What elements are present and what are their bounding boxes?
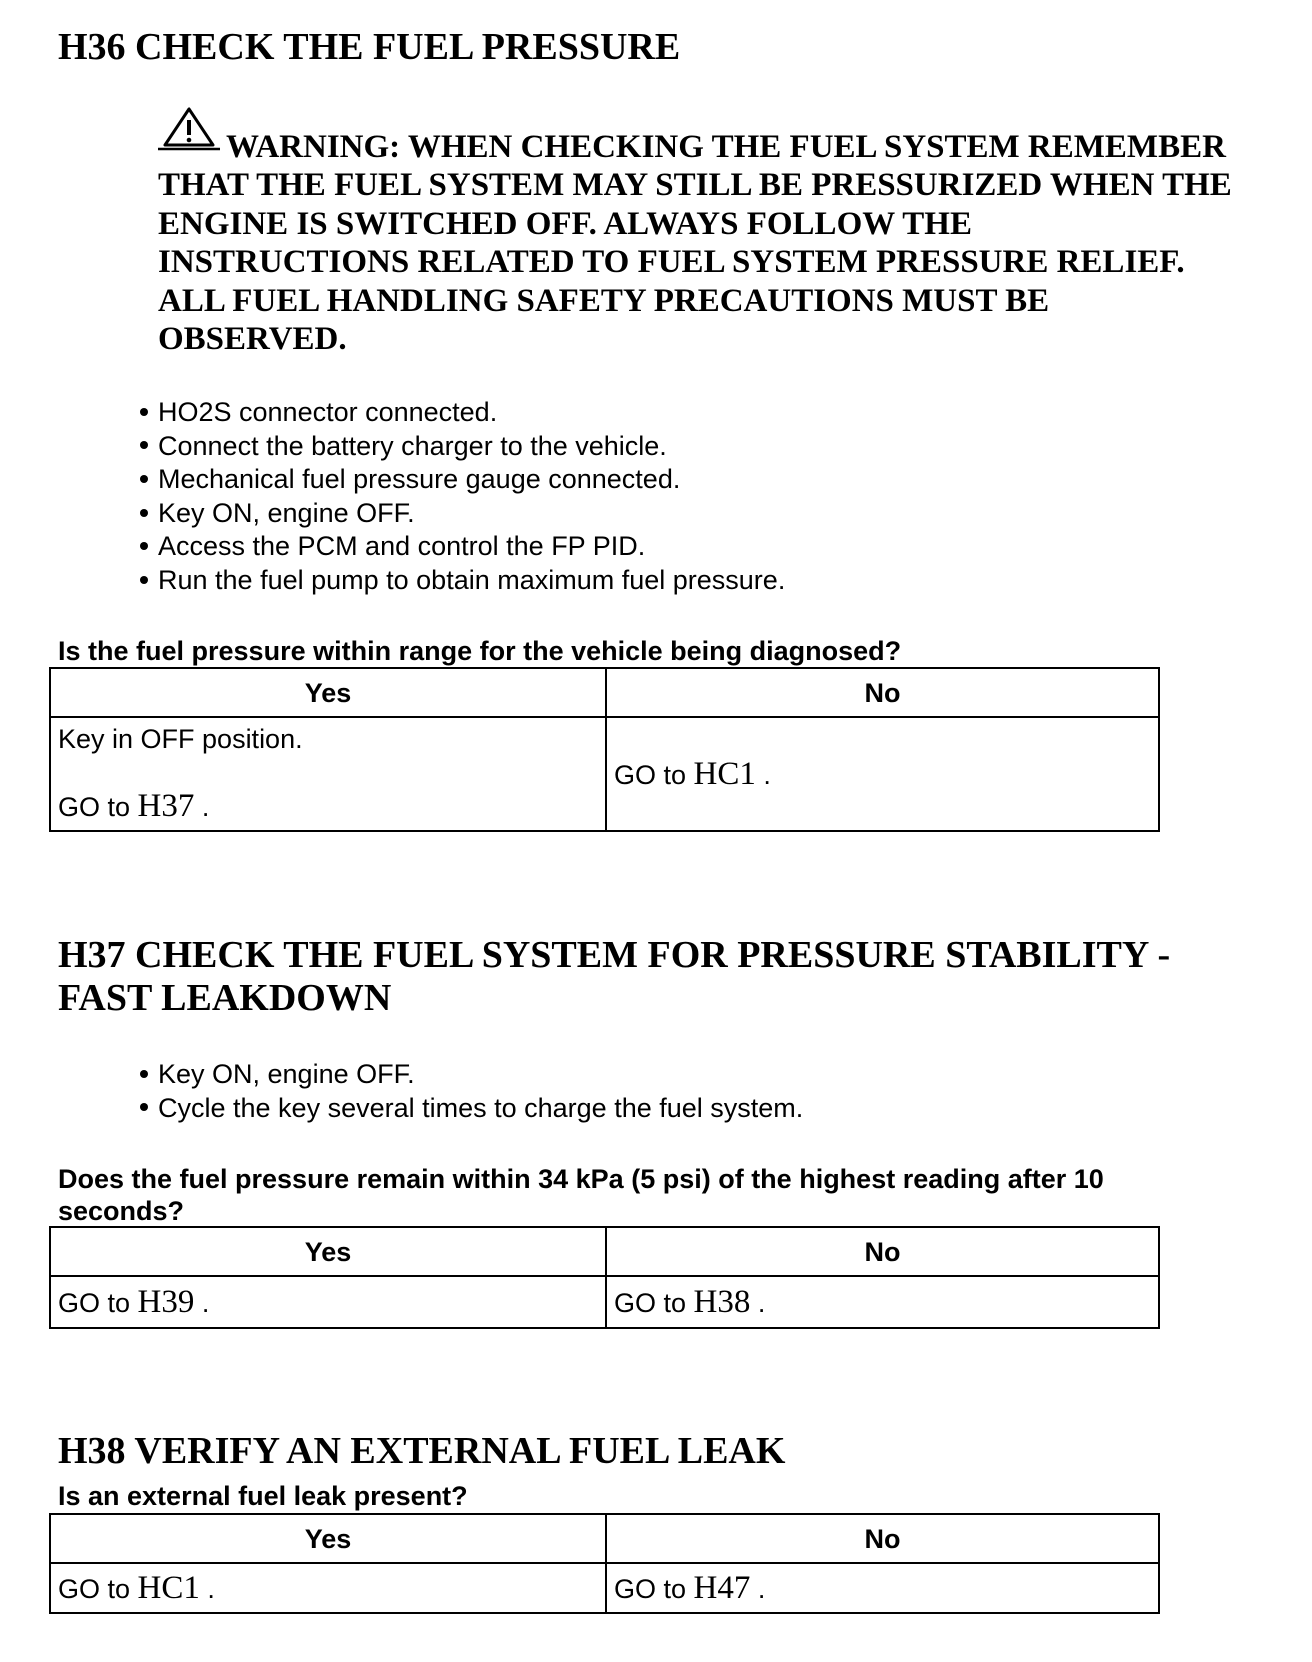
warning-line: ALL FUEL HANDLING SAFETY PRECAUTIONS MUST BE	[158, 282, 1050, 319]
warning-line: OBSERVED.	[158, 321, 347, 358]
goto-link-h38[interactable]: H38	[693, 1283, 751, 1320]
table-cell-no	[607, 1564, 1158, 1612]
table-cell-yes	[51, 1277, 607, 1327]
step-item	[140, 497, 785, 531]
goto-link-hc1[interactable]: HC1	[693, 755, 756, 792]
goto-link-h39[interactable]: H39	[137, 1283, 195, 1320]
bullet-icon	[140, 509, 148, 517]
cell-note: Key in OFF position.	[58, 724, 303, 754]
table-row	[51, 716, 1158, 830]
go-to-text: GO to	[614, 759, 687, 790]
diagnostic-question-h37: Does the fuel pressure remain within 34 kPa (5 psi) of the highest reading after 10 seconds?	[58, 1164, 1104, 1226]
step-item	[140, 564, 785, 598]
step-text: Key ON, engine OFF.	[158, 1059, 415, 1089]
step-text: Connect the battery charger to the vehicle.	[158, 430, 667, 461]
table-cell-yes	[51, 1564, 607, 1612]
bullet-icon	[140, 408, 148, 416]
table-header-no: No	[864, 1523, 901, 1554]
goto-link-hc1[interactable]: HC1	[137, 1569, 200, 1606]
cell-action	[614, 1284, 765, 1321]
table-header-yes: Yes	[51, 1515, 607, 1562]
heading-line: H37 CHECK THE FUEL SYSTEM FOR PRESSURE STABILITY -	[58, 934, 1171, 976]
heading-line: FAST LEAKDOWN	[58, 977, 392, 1019]
table-row	[51, 1562, 1158, 1612]
step-text: HO2S connector connected.	[158, 397, 498, 427]
step-item	[140, 1092, 803, 1126]
result-table-h38	[49, 1513, 1160, 1614]
table-header-yes: Yes	[51, 1228, 607, 1275]
warning-line: ENGINE IS SWITCHED OFF. ALWAYS FOLLOW THE	[158, 205, 972, 242]
step-item	[140, 396, 785, 430]
go-to-text: GO to	[614, 1287, 687, 1318]
bullet-icon	[140, 1070, 148, 1078]
table-header-yes: Yes	[51, 669, 607, 716]
bullet-icon	[140, 576, 148, 584]
goto-link-h47[interactable]: H47	[693, 1569, 751, 1606]
cell-action	[58, 1570, 215, 1607]
warning-line: THAT THE FUEL SYSTEM MAY STILL BE PRESSURIZED WHEN THE	[158, 167, 1232, 204]
table-header-no: No	[864, 1236, 901, 1267]
goto-link-h37[interactable]: H37	[137, 788, 195, 824]
go-to-text: GO to	[58, 1573, 131, 1604]
go-to-text: GO to	[614, 1573, 687, 1604]
bullet-icon	[140, 475, 148, 483]
step-heading-h36: H36 CHECK THE FUEL PRESSURE	[58, 26, 681, 68]
procedure-steps-h37	[140, 1058, 803, 1125]
bullet-icon	[140, 441, 148, 449]
warning-block	[158, 128, 1232, 358]
warning-line: WARNING: WHEN CHECKING THE FUEL SYSTEM REMEMBER	[226, 129, 1226, 165]
bullet-icon	[140, 1103, 148, 1111]
punctuation: .	[207, 1573, 215, 1604]
bullet-icon	[140, 542, 148, 550]
punctuation: .	[763, 759, 771, 790]
step-heading-h38: H38 VERIFY AN EXTERNAL FUEL LEAK	[58, 1430, 786, 1472]
cell-action	[614, 1570, 765, 1607]
procedure-steps-h36	[140, 396, 785, 598]
punctuation: .	[201, 792, 210, 822]
punctuation: .	[757, 1573, 766, 1604]
warning-line: INSTRUCTIONS RELATED TO FUEL SYSTEM PRESSURE RELIEF.	[158, 244, 1185, 281]
table-header-row	[51, 669, 1158, 716]
table-cell-no	[607, 718, 1158, 830]
step-item	[140, 530, 785, 564]
step-item	[140, 463, 785, 497]
go-to-text: GO to	[58, 1287, 131, 1318]
cell-action	[58, 788, 599, 825]
go-to-text: GO to	[58, 792, 131, 822]
step-heading-h37	[58, 934, 1170, 1020]
table-header-row	[51, 1515, 1158, 1562]
diagnostic-question-h36: Is the fuel pressure within range for the vehicle being diagnosed?	[58, 636, 902, 666]
punctuation: .	[201, 1287, 210, 1318]
table-row	[51, 1275, 1158, 1327]
step-item	[140, 430, 785, 464]
result-table-h37	[49, 1226, 1160, 1329]
cell-action	[58, 1284, 209, 1321]
diagnostic-question-h38: Is an external fuel leak present?	[58, 1481, 468, 1511]
step-text: Run the fuel pump to obtain maximum fuel pressure.	[158, 564, 786, 595]
step-text: Cycle the key several times to charge the fuel system.	[158, 1092, 804, 1123]
step-item	[140, 1058, 803, 1092]
step-text: Mechanical fuel pressure gauge connected.	[158, 464, 681, 495]
step-text: Key ON, engine OFF.	[158, 497, 415, 528]
step-text: Access the PCM and control the FP PID.	[158, 531, 646, 562]
result-table-h36	[49, 667, 1160, 832]
table-header-row	[51, 1228, 1158, 1275]
table-cell-no	[607, 1277, 1158, 1327]
punctuation: .	[757, 1287, 766, 1318]
cell-action	[614, 756, 771, 793]
table-cell-yes	[51, 718, 607, 830]
table-header-no: No	[864, 677, 901, 708]
